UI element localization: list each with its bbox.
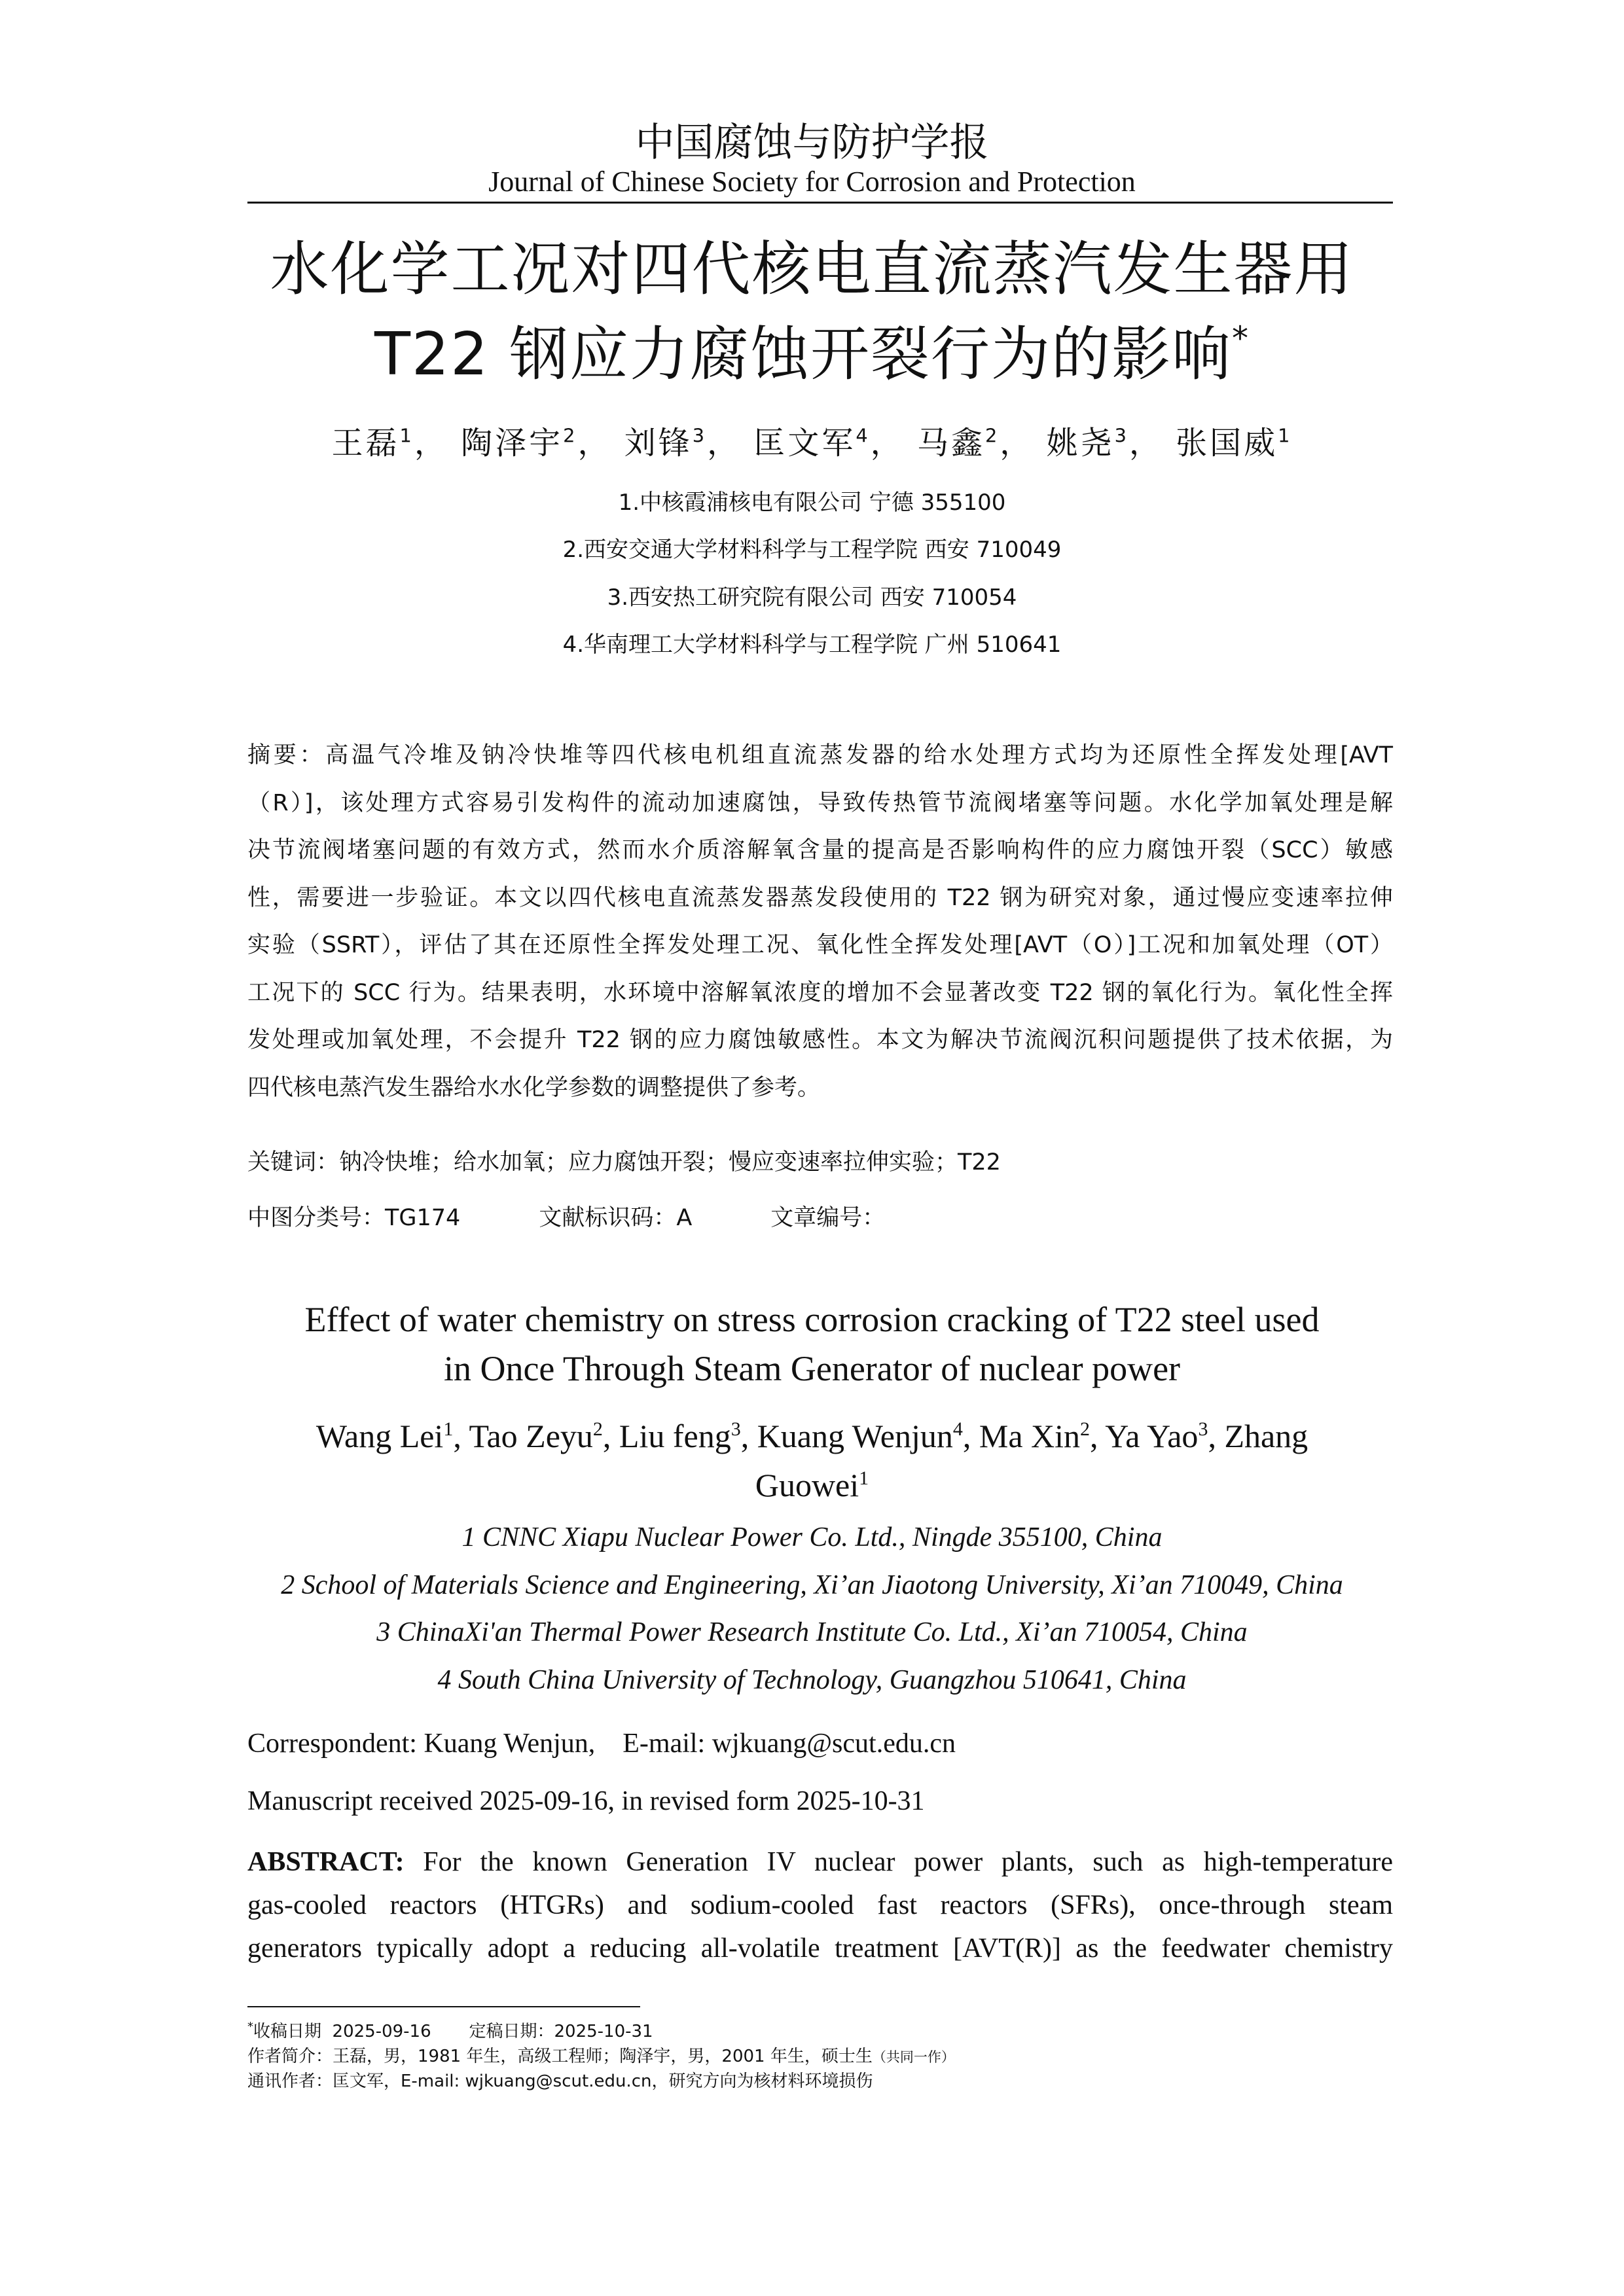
abstract-cn-line: 决节流阀堵塞问题的有效方式，然而水介质溶解氧含量的提高是否影响构件的应力腐蚀开裂（SCC）敏感: [247, 837, 1393, 863]
article-number: 文章编号：: [770, 1205, 886, 1231]
abstract-en-text: For the known Generation IV nuclear power plants, such as high-temperature: [404, 1847, 1393, 1877]
affiliation-en: 2 School of Materials Science and Engineering, Xi’an Jiaotong University, Xi’an 710049, China: [281, 1570, 1343, 1600]
author-affiliation-ref: 1: [859, 1467, 869, 1489]
affiliation-en: 4 South China University of Technology, Guangzhou 510641, China: [437, 1665, 1187, 1695]
correspondent-line: Correspondent: Kuang Wenjun, E-mail: wjkuang@scut.edu.cn: [247, 1729, 956, 1759]
journal-title-en: Journal of Chinese Society for Corrosion and Protection: [488, 166, 1136, 198]
abstract-cn-line: 性，需要进一步验证。本文以四代核电直流蒸发器蒸发段使用的 T22 钢为研究对象，通过慢应变速率拉伸: [247, 884, 1393, 911]
author-en: Liu feng: [619, 1418, 731, 1454]
affiliation-cn: 4.华南理工大学材料科学与工程学院 广州 510641: [562, 632, 1062, 658]
author-en: Ma Xin: [979, 1418, 1081, 1454]
affiliation-en: 3 ChinaXi'an Thermal Power Research Institute Co. Ltd., Xi’an 710054, China: [376, 1617, 1248, 1647]
author-en: Zhang: [1224, 1418, 1308, 1454]
author-affiliation-ref: 4: [952, 1418, 963, 1440]
keywords-cn: 关键词：钠冷快堆；给水加氧；应力腐蚀开裂；慢应变速率拉伸实验；T22: [247, 1149, 1001, 1175]
affiliation-en: 1 CNNC Xiapu Nuclear Power Co. Ltd., Ningde 355100, China: [461, 1522, 1163, 1552]
paper-title-en-line2: in Once Through Steam Generator of nuclear power: [443, 1349, 1181, 1388]
author-affiliation-ref: 3: [1198, 1418, 1208, 1440]
author-affiliation-ref: 1: [443, 1418, 454, 1440]
abstract-cn-line: 工况下的 SCC 行为。结果表明，水环境中溶解氧浓度的增加不会显著改变 T22 钢的氧化行为。氧化性全挥: [247, 979, 1393, 1006]
paper-title-cn-line2-text: T22 钢应力腐蚀开裂行为的影响: [374, 320, 1233, 389]
clc-number: 中图分类号：TG174: [247, 1205, 461, 1231]
author-cn: 张国威: [1176, 425, 1278, 461]
footnote-author-intro-text: 作者简介：王磊，男，1981 年生，高级工程师；陶泽宇，男，2001 年生，硕士生: [247, 2047, 873, 2066]
author-en: Tao Zeyu: [469, 1418, 593, 1454]
abstract-en: [247, 1840, 1393, 1970]
footnote-corresponding: 通讯作者：匡文军，E-mail: wjkuang@scut.edu.cn，研究方向为核材料环境损伤: [247, 2072, 873, 2091]
author-affiliation-ref: 3: [731, 1418, 741, 1440]
author-cn: 王磊: [331, 425, 400, 461]
manuscript-dates: Manuscript received 2025-09-16, in revised form 2025-10-31: [247, 1786, 925, 1816]
author-en: Ya Yao: [1105, 1418, 1199, 1454]
paper-title-cn-line2: [0, 306, 1624, 391]
author-affiliation-ref: 3: [1114, 424, 1129, 447]
footnote-mark: *: [247, 2020, 253, 2034]
author-affiliation-ref: 2: [592, 1418, 603, 1440]
footnote-co-first-note: （共同一作）: [872, 2049, 955, 2065]
author-cn: 姚尧: [1046, 425, 1115, 461]
author-affiliation-ref: 2: [563, 424, 578, 447]
author-cn: 刘锋: [624, 425, 693, 461]
paper-title-cn-line1: 水化学工况对四代核电直流蒸汽发生器用: [270, 235, 1354, 304]
header-rule: [247, 202, 1393, 204]
author-affiliation-ref: 2: [1080, 1418, 1091, 1440]
author-affiliation-ref: 3: [692, 424, 708, 447]
author-cn: 陶泽宇: [461, 425, 564, 461]
document-code: 文献标识码：A: [539, 1205, 693, 1231]
classification-line: [247, 1200, 885, 1232]
abstract-cn-line: 四代核电蒸汽发生器给水水化学参数的调整提供了参考。: [247, 1074, 821, 1101]
author-list-cn: 王磊$^1$， 陶泽宇$^2$， 刘锋$^3$， 匡文军$^4$， 马鑫$^2$， 姚尧$^3$， 张国威$^1$: [331, 424, 1293, 461]
title-footnote-mark[interactable]: *: [1232, 319, 1250, 357]
affiliation-cn: 1.中核霞浦核电有限公司 宁德 355100: [618, 490, 1006, 516]
abstract-cn-line: 实验（SSRT），评估了其在还原性全挥发处理工况、氧化性全挥发处理[AVT（O）]工况和加氧处理（OT）: [247, 932, 1393, 958]
journal-title-cn: 中国腐蚀与防护学报: [635, 120, 989, 166]
abstract-cn: [247, 732, 1393, 1111]
author-affiliation-ref: 1: [1278, 424, 1293, 447]
author-list-en-continued: [0, 1466, 1624, 1504]
author-affiliation-ref: 2: [984, 424, 1000, 447]
author-affiliation-ref: 1: [399, 424, 414, 447]
footnote-received: [247, 2018, 653, 2042]
abstract-en-line: generators typically adopt a reducing all-volatile treatment [AVT(R)] as the feedwater chemistry: [247, 1933, 1393, 1964]
abstract-cn-line: 发处理或加氧处理，不会提升 T22 钢的应力腐蚀敏感性。本文为解决节流阀沉积问题提供了技术依据，为: [247, 1027, 1393, 1053]
abstract-en-line: [247, 1840, 1393, 1884]
abstract-en-line: gas-cooled reactors (HTGRs) and sodium-cooled fast reactors (SFRs), once-through steam: [247, 1890, 1393, 1920]
author-en: Kuang Wenjun: [757, 1418, 953, 1454]
author-cn: 马鑫: [916, 425, 985, 461]
abstract-label: ABSTRACT:: [247, 1847, 405, 1877]
author-list-en: Wang Lei$^1$, Tao Zeyu$^2$, Liu feng$^3$, Kuang Wenjun$^4$, Ma Xin$^2$, Ya Yao$^3$, Zhang: [316, 1418, 1308, 1454]
abstract-cn-line: （R）]，该处理方式容易引发构件的流动加速腐蚀，导致传热管节流阀堵塞等问题。水化学加氧处理是解: [247, 789, 1393, 816]
author-en: Guowei: [755, 1467, 859, 1503]
author-affiliation-ref: 4: [856, 424, 871, 447]
footnote-rule: [247, 2006, 640, 2007]
affiliation-cn: 3.西安热工研究院有限公司 西安 710054: [607, 584, 1017, 611]
author-cn: 匡文军: [753, 425, 856, 461]
paper-title-en-line1: Effect of water chemistry on stress corrosion cracking of T22 steel used: [304, 1300, 1320, 1339]
author-en: Wang Lei: [316, 1418, 444, 1454]
footnote-received-text: 收稿日期 2025-09-16 定稿日期：2025-10-31: [253, 2022, 653, 2041]
affiliation-cn: 2.西安交通大学材料科学与工程学院 西安 710049: [562, 537, 1062, 563]
abstract-cn-line: 摘要：高温气冷堆及钠冷快堆等四代核电机组直流蒸发器的给水处理方式均为还原性全挥发处理[AVT: [247, 742, 1393, 768]
footnote-author-intro: [247, 2043, 955, 2067]
